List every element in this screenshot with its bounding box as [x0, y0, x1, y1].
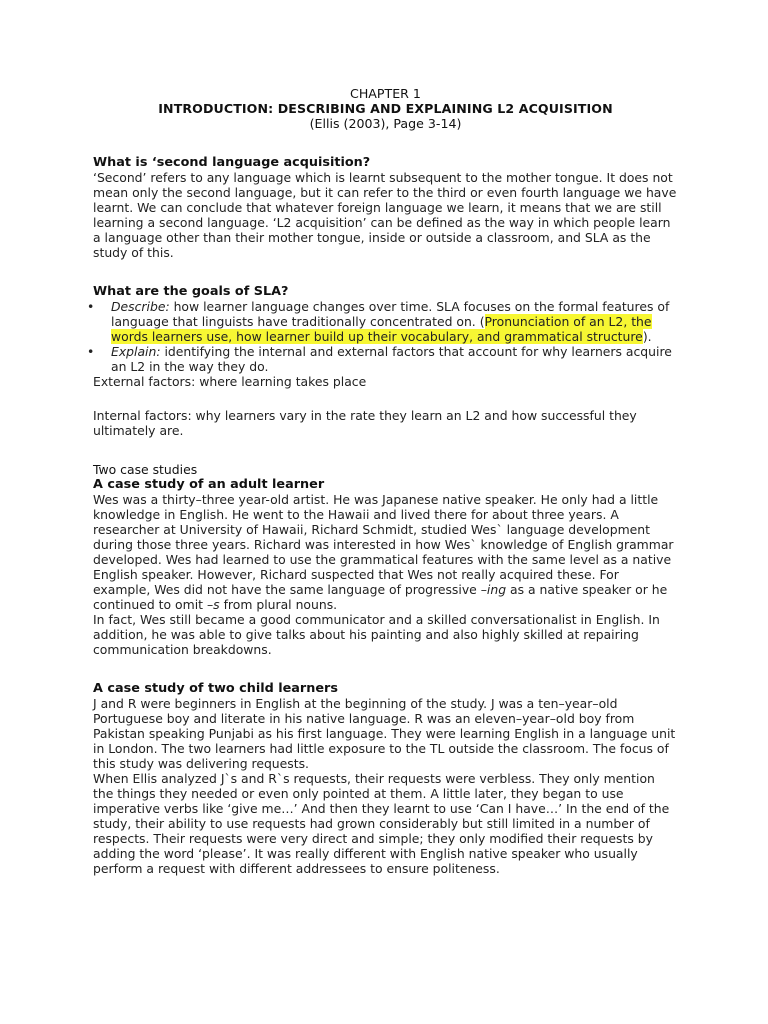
goal-term: Explain:: [111, 344, 161, 359]
goal-text-end: ).: [642, 329, 652, 344]
highlighted-text: Pronunciation of an L2, the words learners use, how learner build up their vocabulary, and grammatical structure: [111, 314, 652, 344]
section-child-learners: [93, 681, 678, 876]
bullet-icon: •: [87, 299, 95, 314]
section-heading: Two case studies: [93, 462, 198, 477]
chapter-header: [93, 86, 678, 131]
goals-list: [87, 299, 678, 374]
chapter-title: INTRODUCTION: DESCRIBING AND EXPLAINING L2 ACQUISITION: [158, 101, 613, 116]
subsection-heading: A case study of an adult learner: [93, 477, 325, 492]
internal-factors: Internal factors: why learners vary in the rate they learn an L2 and how successful they ultimately are.: [93, 408, 637, 438]
section-case-studies: [93, 462, 678, 657]
goal-term: Describe:: [111, 299, 170, 314]
bullet-icon: •: [87, 344, 95, 359]
section-heading: What are the goals of SLA?: [93, 284, 289, 299]
chapter-source: (Ellis (2003), Page 3-14): [309, 116, 462, 131]
section-goals-of-sla: [87, 284, 678, 438]
subsection-heading: A case study of two child learners: [93, 681, 338, 696]
goal-describe: [87, 299, 678, 344]
external-factors: External factors: where learning takes place: [93, 374, 367, 389]
section-paragraph: In fact, Wes still became a good communicator and a skilled conversationalist in English. In addition, he was able to give talks about his painting and also highly skilled at repairing communication breakdowns.: [93, 612, 660, 657]
section-paragraph: When Ellis analyzed J`s and R`s requests, their requests were verbless. They only mention the things they needed or even only pointed at them. A little later, they began to use imperative verbs like ‘give me…’ And then they learnt to use ‘Can I have…’ In the end of the study, their ability to use requests had grown considerably but still limited in a number of respects. Their requests were very direct and simple; they only modified their requests by adding the word ‘please’. It was really different with English native speaker who usually perform a request with different addressees to ensure politeness.: [93, 771, 670, 876]
section-heading: What is ‘second language acquisition?: [93, 155, 371, 170]
section-paragraph: Wes was a thirty–three year-old artist. He was Japanese native speaker. He only had a little knowledge in English. He went to the Hawaii and lived there for about three years. A researcher at University of Hawaii, Richard Schmidt, studied Wes` language development during those three years. Richard was interested in how Wes` knowledge of English grammar developed. Wes had learned to use the grammatical features with the same level as a native English speaker. However, Richard suspected that Wes not really acquired these. For example, Wes did not have the same language of progressive –ing as a native speaker or he continued to omit –s from plural nouns.: [93, 492, 674, 612]
chapter-number: CHAPTER 1: [350, 86, 421, 101]
section-what-is-sla: [93, 155, 678, 260]
section-paragraph: ‘Second’ refers to any language which is learnt subsequent to the mother tongue. It does not mean only the second language, but it can refer to the third or even fourth language we have learnt. We can conclude that whatever foreign language we learn, it means that we are still learning a second language. ‘L2 acquisition’ can be defined as the way in which people learn a language other than their mother tongue, inside or outside a classroom, and SLA as the study of this.: [93, 170, 677, 260]
goal-text: identifying the internal and external factors that account for why learners acquire an L2 in the way they do.: [111, 344, 672, 374]
goal-text: how learner language changes over time. SLA focuses on the formal features of language that linguists have traditionally concentrated on. (: [111, 299, 670, 329]
goal-explain: [87, 344, 678, 374]
section-paragraph: J and R were beginners in English at the beginning of the study. J was a ten–year–old Portuguese boy and literate in his native language. R was an eleven–year–old boy from Pakistan speaking Punjabi as his first language. They were learning English in a language unit in London. The two learners had little exposure to the TL outside the classroom. The focus of this study was delivering requests.: [93, 696, 676, 771]
document-content: [87, 86, 678, 876]
